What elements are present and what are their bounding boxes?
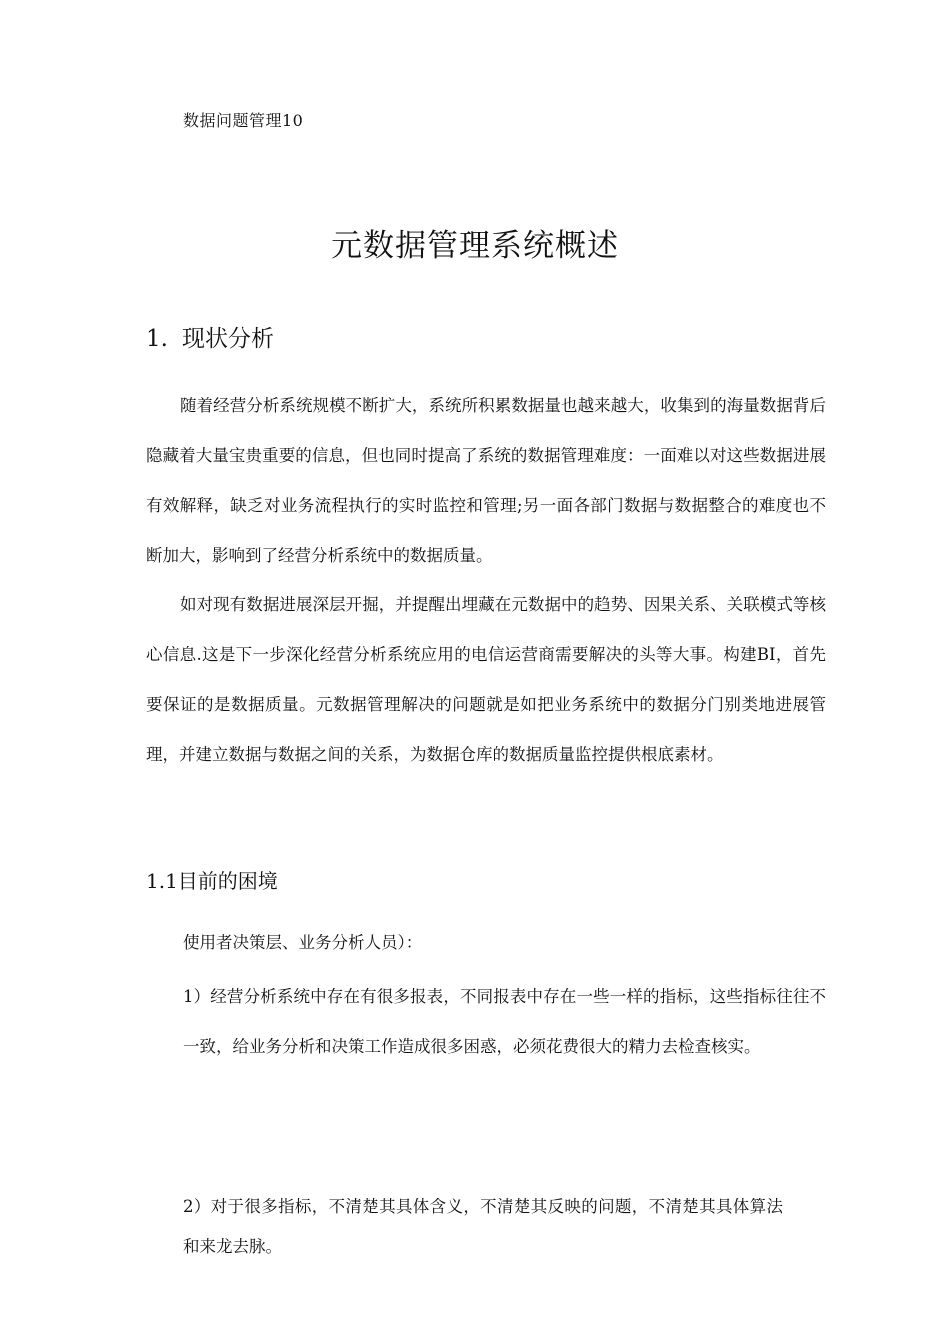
page-header: 数据问题管理10 xyxy=(183,111,304,130)
subsection-intro: 使用者决策层、业务分析人员）： xyxy=(183,933,423,952)
section-number: 1. xyxy=(146,326,168,352)
section-heading-1 xyxy=(146,320,274,353)
list-item-1: 1）经营分析系统中存在有很多报表，不同报表中存在一些一样的指标，这些指标往往不一致，给业务分析和决策工作造成很多困惑，必须花费很大的精力去检查核实。 xyxy=(183,987,826,1056)
section-title: 现状分析 xyxy=(182,326,274,352)
list-item-2: 2）对于很多指标，不清楚其具体含义，不清楚其反映的问题，不清楚其具体算法和来龙去脉。 xyxy=(183,1197,783,1256)
subsection-heading: 1.1目前的困境 xyxy=(146,869,278,893)
document-title: 元数据管理系统概述 xyxy=(331,228,619,264)
paragraph-2: 如对现有数据进展深层开掘，并提醒出埋藏在元数据中的趋势、因果关系、关联模式等核心信息.这是下一步深化经营分析系统应用的电信运营商需要解决的头等大事。构建BI，首先要保证的是数据质量。元数据管理解决的问题就是如把业务系统中的数据分门别类地进展管理，并建立数据与数据之间的关系，为数据仓库的数据质量监控提供根底素材。 xyxy=(146,595,826,764)
paragraph-1: 随着经营分析系统规模不断扩大，系统所积累数据量也越来越大，收集到的海量数据背后隐藏着大量宝贵重要的信息，但也同时提高了系统的数据管理难度：一面难以对这些数据进展有效解释，缺乏对业务流程执行的实时监控和管理;另一面各部门数据与数据整合的难度也不断加大，影响到了经营分析系统中的数据质量。 xyxy=(146,396,826,565)
